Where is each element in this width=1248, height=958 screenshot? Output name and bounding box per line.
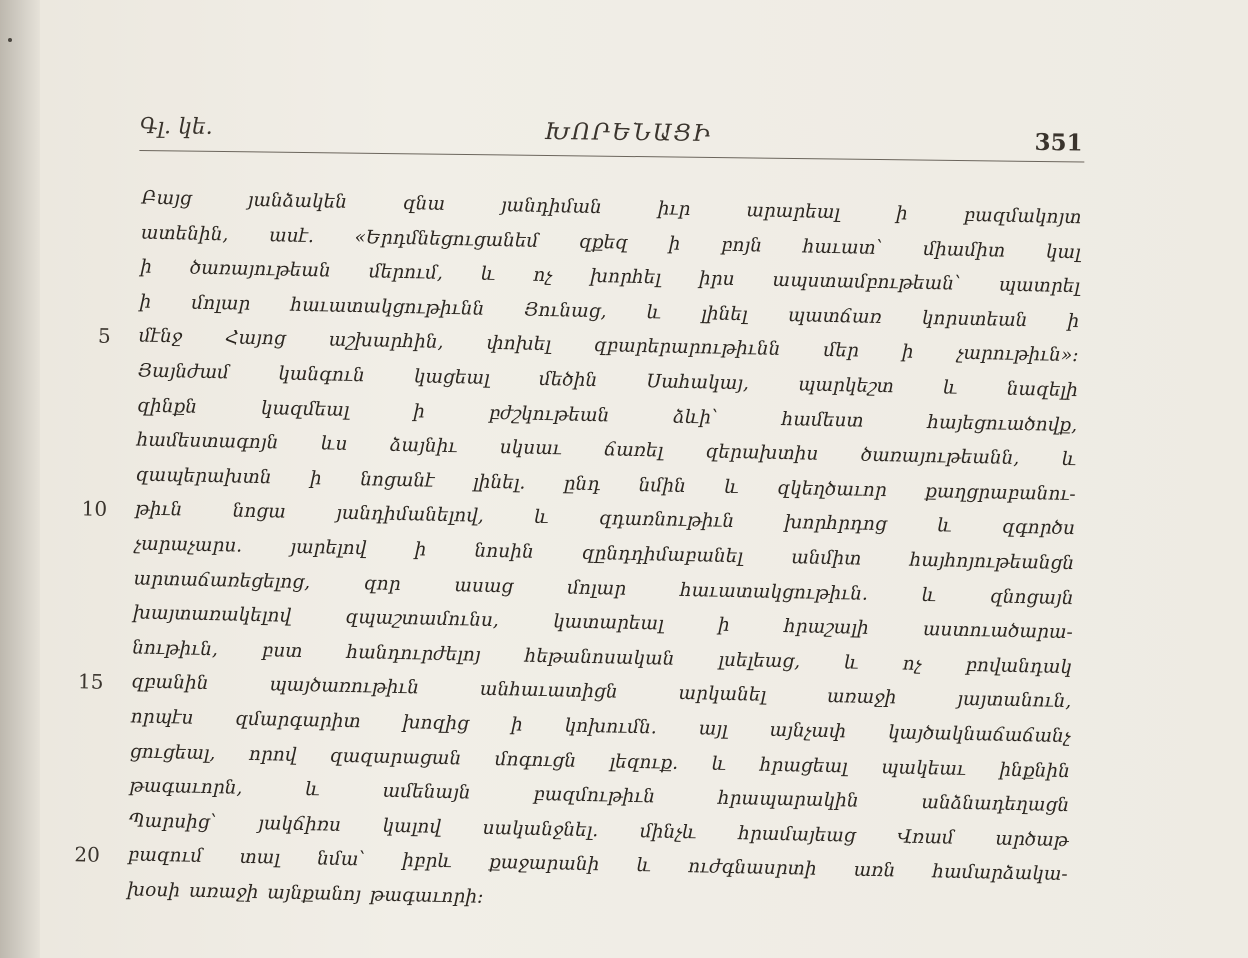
line-text: արտաճառեցելոց, զոր ասաց մոլար հաւատակցութիւն. և զնոցայն [133, 567, 1074, 609]
line-number: 15 [77, 669, 104, 695]
line-number [64, 457, 108, 458]
line-number [68, 284, 112, 285]
body-text [55, 180, 1090, 928]
line-text: ատենին, ասէ. «Երդմնեցուցանեմ զքեզ ի բոյն հաւատ՝ միամիտ կալ [140, 222, 1081, 263]
line-text: զբանին պայծառութիւն անհաւատիցն արկանել առաջի յայտանուն, [131, 671, 1072, 713]
line-text: խօսի առաջի այնքանոյ թագաւորի։ [126, 879, 484, 908]
line-number [66, 388, 110, 389]
header-rule [139, 150, 1084, 163]
line-text: Բայց յանձակեն զնա յանդիման իւր արարեալ ի բազմակոյտ [141, 187, 1082, 229]
line-text: զինքն կազմեալ ի բժշկութեան ձևի՝ համեստ հայեցուածովք, [137, 395, 1078, 436]
line-number [56, 872, 100, 873]
line-number [61, 595, 105, 596]
line-number [69, 249, 113, 250]
line-number [58, 733, 102, 734]
line-number [62, 560, 106, 561]
line-text: խայտառակելով զպաշտամունս, կատարեալ ի հրաշալի աստուածարա- [132, 602, 1073, 644]
line-text: Պարսից՝ յակճիռս կալով սականջնել. մինչև հրամայեաց Վռամ արծաթ [128, 810, 1069, 851]
line-number [70, 180, 114, 181]
line-text: ի ծառայութեան մերում, և ոչ խորհել իրս ապստամբութեան՝ պատրել [139, 256, 1081, 298]
line-text: նութիւն, բստ հանդուրժելոյ հեթանոսական լսելեաց, և ոչ բովանդակ [132, 637, 1073, 678]
line-text: համեստագոյն ևս ձայնիւ սկսաւ ճառել զերախտիս ծառայութեանն, և [136, 429, 1077, 471]
line-text: Յայնժամ կանգուն կացեալ մեծին Սահակայ, պարկեշտ և նազելի [137, 360, 1079, 402]
gutter-mark [8, 38, 12, 42]
line-text: թագաւորն, և ամենայն բազմութիւն հրապարակին անձնադեղացն [129, 775, 1070, 817]
line-number: 5 [97, 323, 111, 349]
line-text: չարաչարս. յարելով ի նոսին զընդդիմաբանել անմիտ հայհոյութեանցն [134, 533, 1075, 575]
line-number [69, 215, 113, 216]
book-page [40, 0, 1248, 958]
line-text: ցուցեալ, որով զազարացան մոգուցն լեզուք. և հրացեալ պակեաւ ինքնին [129, 740, 1071, 782]
running-title: ԽՈՐԵՆԱՑԻ [544, 118, 713, 147]
line-number [63, 526, 107, 527]
line-number [58, 768, 102, 769]
line-text: որպէս զմարգարիտ խոզից ի կոխումն. այլ այնչափ կայծակնաճաճանչ [130, 706, 1071, 747]
page-number: 351 [1034, 128, 1083, 157]
line-number: 10 [81, 496, 108, 522]
line-number [66, 353, 110, 354]
book-gutter [0, 0, 40, 958]
line-number [59, 699, 103, 700]
line-text: բազում տալ նմա՝ իբրև քաջարանի և ուժգնասրտի առն համարձակա- [127, 844, 1068, 886]
line-text: ի մոլար հաւատակցութիւնն Յունաց, և լինել պատճառ կորստեան ի [139, 291, 1080, 332]
chapter-reference: Գլ. կե. [139, 113, 213, 140]
line-text: զապերախտն ի նոցանէ լինել. ընդ նմին և զկեղծաւոր քաղցրաբանու- [135, 464, 1076, 505]
line-number [65, 422, 109, 423]
line-text: թիւն նոցա յանդիմանելով, և զդառնութիւն խորհրդոց և զգործս [134, 498, 1076, 540]
line-number [57, 803, 101, 804]
running-head [139, 100, 1085, 164]
line-number [61, 630, 105, 631]
line-number: 20 [74, 842, 101, 868]
line-text: մէնջ Հայոց աշխարհին, փոխել զբարերարութիւնն մեր ի չարութիւն»։ [138, 325, 1079, 367]
